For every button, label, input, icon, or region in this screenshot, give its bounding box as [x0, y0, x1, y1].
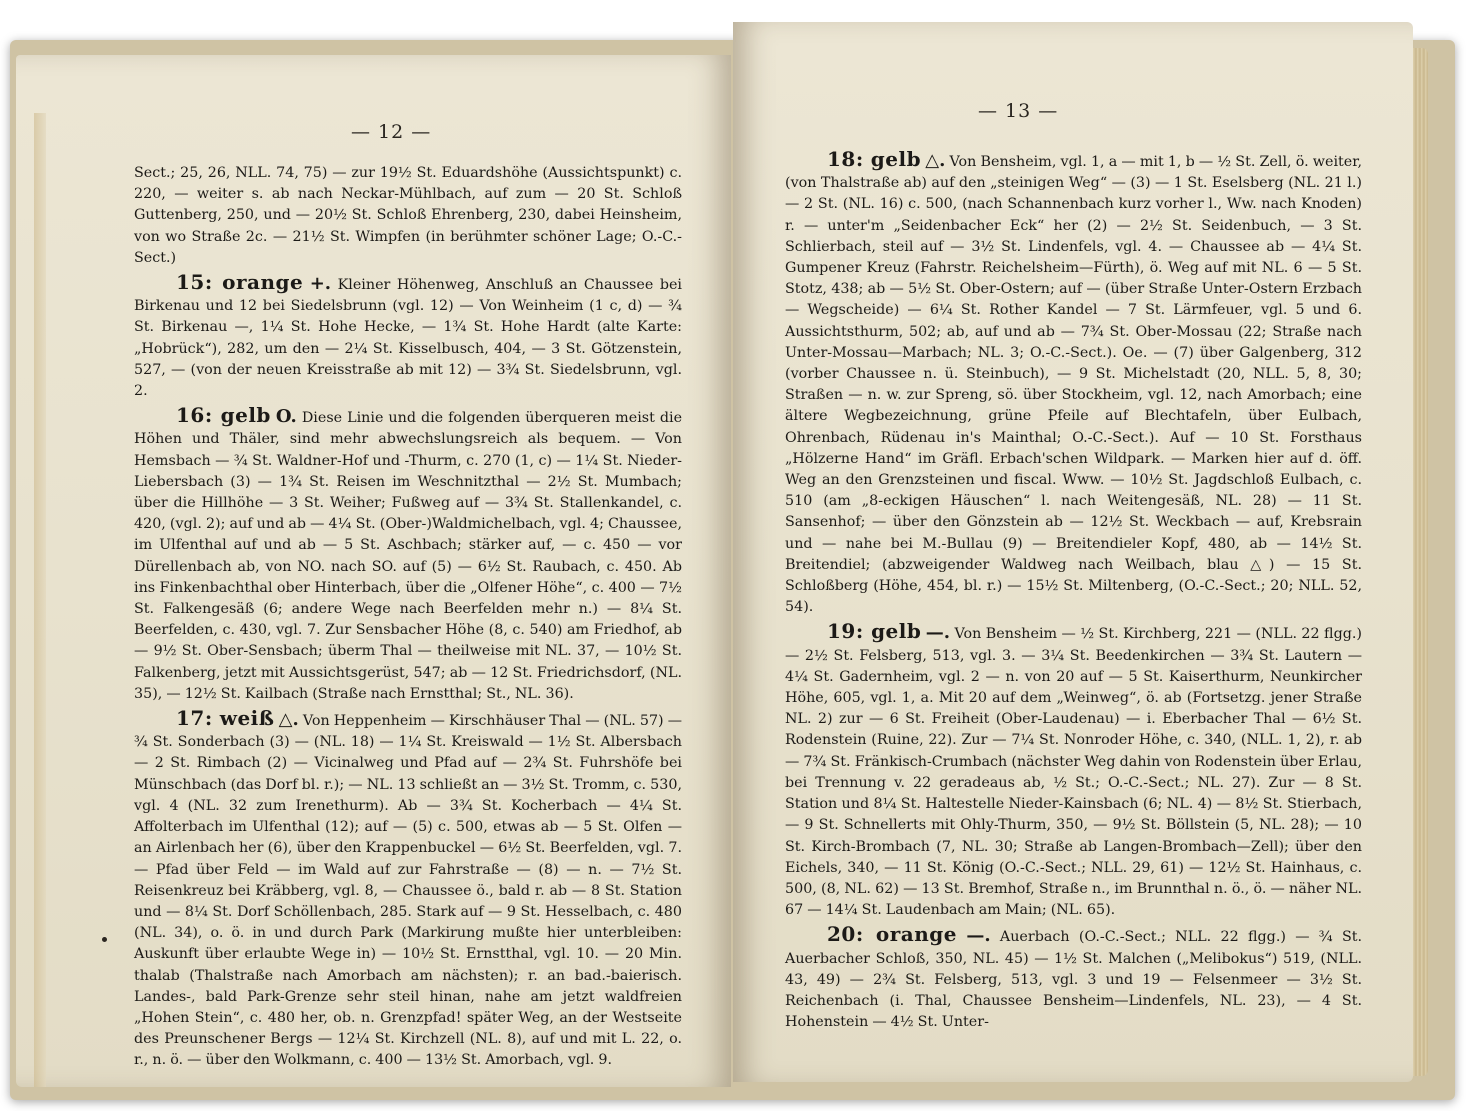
route-description: Von Heppenheim — Kirschhäuser Thal — (NL. 57) — ¾ St. Sonderbach (3) — (NL. 18) — 1¼ St. Kreiswald — 1½ St. Albersbach — 2 St. Rimbach (2) — Vicinalweg und Pfad auf — 2¾ St. Fuhrshöfe bei Münschbach (das Dorf bl. r.); — NL. 13 schließt an — 3½ St. Tromm, c. 530, vgl. 4 (NL. 32 zum Irenethurm). Ab — 3¾ St. Kocherbach — 4¼ St. Affolterbach im Ulfenthal (12); auf — (5) c. 500, etwas ab — 5 St. Olfen — an Airlenbach her (6), über den Krappenbuckel — 6½ St. Beerfelden, vgl. 7. — Pfad über Feld — im Wald auf zur Fahrstraße — (8) — n. — 7½ St. Reisenkreuz bei Kräbberg, vgl. 8, — Chaussee ö., bald r. ab — 8 St. Station und — 8¼ St. Dorf Schöllenbach, 285. Stark auf — 9 St. Hesselbach, c. 480 (NL. 34), o. ö. in und durch Park (Markirung mußte hier unterbleiben: Auskunft über erlaubte Wege in) — 10½ St. Ernstthal, vgl. 10. — 20 Min. thalab (Thalstraße nach Amorbach am nächsten); r. an bad.-baierisch. Landes-, bald Park-Grenze sehr steil hinan, nahe am jetzt waldfreien „Hohen Stein“, c. 480 her, ob. n. Grenzpfad! später Weg, an der Westseite des Preunschener Bergs — 12¼ St. Kirchzell (NL. 8), auf und mit L. 22, o. r., n. ö. — über den Wolkmann, c. 400 — 13½ St. Amorbach, vgl. 9. — [134, 713, 683, 1069]
route-entry-16 — [134, 405, 682, 705]
left-page — [16, 55, 731, 1087]
route-entry-20 — [785, 924, 1362, 1033]
route-symbol: △. — [278, 709, 299, 731]
route-entry-17 — [134, 708, 682, 1071]
page-number-left: — 12 — — [351, 121, 432, 143]
route-entry-19 — [785, 621, 1362, 921]
route-description: Auerbach (O.-C.-Sect.; NLL. 22 flgg.) — ¾ St. Auerbacher Schloß, 350, NL. 45) — 1½ St. Malchen („Melibokus“) 519, (NLL. 43, 49) — 2¾ St. Felsberg, 513, vgl. 3 und 19 — Felsenmeer — 3½ St. Reichenbach (i. Thal, Chaussee Bensheim—Lindenfels, NL. 23), — 4 St. Hohenstein — 4½ St. Unter- — [785, 929, 1363, 1031]
route-symbol: +. — [309, 273, 332, 295]
route-heading: 19: gelb — [827, 619, 922, 644]
route-description: Von Bensheim — ½ St. Kirchberg, 221 — (NLL. 22 flgg.) — 2½ St. Felsberg, 513, vgl. 3. — 3¼ St. Beedenkirchen — 3¾ St. Lautern — 4¼ St. Gadernheim, vgl. 2 — n. von 20 auf — 5 St. Kaiserthurm, Neunkircher Höhe, 605, vgl. 1, a. Mit 20 auf dem „Weinweg“, ö. ab (Fortsetzg. jener Straße NL. 2) zur — 6 St. Freiheit (Ober-Laudenau) — i. Eberbacher Thal — 6½ St. Rodenstein (Ruine, 22). Zur — 7¼ St. Nonroder Höhe, c. 340, (NLL. 1, 2), r. ab — 7¾ St. Fränkisch-Crumbach (nächster Weg dahin von Rodenstein über Erlau, bei Trennung v. 22 geradeaus ab, ½ St.; O.-C.-Sect.; NL. 27). Zur — 8 St. Station und 8¼ St. Haltestelle Nieder-Kainsbach (6; NL. 4) — 8½ St. Stierbach, — 9 St. Schnellerts mit Ohly-Thurm, 350, — 9½ St. Böllstein (5, NL. 28); — 10 St. Kirch-Brombach (7, NL. 30; Straße ab Langen-Brombach—Zell); über den Eichels, 340, — 11 St. König (O.-C.-Sect.; NLL. 29, 61) — 12½ St. Hainhaus, c. 500, (8, NL. 62) — 13 St. Bremhof, Straße n., im Brunnthal n. ö., ö. — näher NL. 67 — 14¼ St. Laudenbach am Main; (NL. 65). — [785, 626, 1363, 919]
route-symbol: O. — [275, 406, 297, 428]
route-heading: 16: gelb — [176, 403, 271, 428]
route-heading: 17: weiß — [176, 706, 275, 731]
route-heading: 15: orange — [176, 270, 304, 295]
route-entry-15 — [134, 272, 682, 402]
right-page — [733, 22, 1413, 1082]
route-heading: 18: gelb — [827, 147, 922, 171]
route-description: Diese Linie und die folgenden überqueren meist die Höhen und Thäler, sind mehr abwechslungsreich als bequem. — Von Hemsbach — ¾ St. Waldner-Hof und -Thurm, c. 270 (1, c) — 1¼ St. Nieder-Liebersbach (3) — 1¾ St. Reisen im Weschnitzthal — 2½ St. Mumbach; über die Hillhöhe — 3 St. Weiher; Fußweg auf — 3¾ St. Stallenkandel, c. 420, (vgl. 2); auf und ab — 4¼ St. (Ober-)Waldmichelbach, vgl. 4; Chaussee, im Ulfenthal auf und ab — 5 St. Aschbach; stärker auf, — c. 450 — vor Dürellenbach ab, von NO. nach SO. auf (5) — 6½ St. Raubach, c. 450. Ab ins Finkenbachthal ober Hinterbach, über die „Olfener Höhe“, c. 400 — 7½ St. Falkengesäß (6; andere Wege nach Beerfelden mehr n.) — 8¼ St. Beerfelden, c. 430, vgl. 7. Zur Sensbacher Höhe (8, c. 540) am Friedhof, ab — 9½ St. Ober-Sensbach; überm Thal — theilweise mit NL. 37, — 10½ St. Falkenberg, jetzt mit Aussichtsgerüst, 547; ab — 12 St. Friedrichsdorf, (NL. 35), — 12½ St. Kailbach (Straße nach Ernstthal; St., NL. 36). — [134, 410, 683, 702]
left-page-text — [134, 163, 682, 1072]
route-symbol: —. — [966, 925, 991, 947]
page-edge-left — [34, 113, 46, 1087]
route-heading: 20: orange — [827, 922, 958, 947]
route-symbol: —. — [925, 622, 951, 644]
margin-dot — [102, 937, 107, 942]
page-number-right: — 13 — — [978, 100, 1059, 122]
route-description: Kleiner Höhenweg, Anschluß an Chaussee bei Birkenau und 12 bei Siedelsbrunn (vgl. 12) — Von Weinheim (1 c, d) — ¾ St. Birkenau —, 1¼ St. Hohe Hecke, — 1¾ St. Hohe Hardt (alte Karte: „Hobrück“), 282, um den — 2¼ St. Kisselbusch, 404, — 3 St. Götzenstein, 527, — (von der neuen Kreisstraße ab mit 12) — 3¾ St. Siedelsbrunn, vgl. 2. — [134, 277, 682, 400]
route-description: Von Bensheim, vgl. 1, a — mit 1, b — ½ St. Zell, ö. weiter, (von Thalstraße ab) auf den „steinigen Weg“ — (3) — 1 St. Eselsberg (NL. 21 l.) — 2 St. (NL. 16) c. 500, (nach Schannenbach kurz vorher l., Ww. nach Knoden) r. — unter'm „Seidenbacher Eck“ her (2) — 2½ St. Seidenbuch, — 3 St. Schlierbach, steil auf — 3½ St. Lindenfels, vgl. 4. — Chaussee ab — 4¼ St. Gumpener Kreuz (Fahrstr. Reichelsheim—Fürth), ö. Weg auf mit NL. 6 — 5 St. Stotz, 438; ab — 5½ St. Ober-Ostern; auf — (über Straße Unter-Ostern Erzbach — Wegscheide) — 6¼ St. Rother Kandel — 7 St. Lärmfeuer, vgl. 5 und 6. Aussichtsthurm, 502; ab, auf und ab — 7¾ St. Ober-Mossau (22; Straße nach Unter-Mossau—Marbach; NL. 3; O.-C.-Sect.). Oe. — (7) über Galgenberg, 312 (vorber Chaussee n. ü. Steinbuch), — 9 St. Michelstadt (20, NLL. 5, 8, 30; Straßen — n. w. zur Spreng, sö. über Stockheim, vgl. 12, nach Amorbach; eine ältere Wegbezeichnung, grüne Pfeile auf Blechtafeln, über Eulbach, Ohrenbach, Rüdenau in's Mainthal; O.-C.-Sect.). Auf — 10 St. Forsthaus „Hölzerne Hand“ im Gräfl. Erbach'schen Wildpark. — Marken hier auf d. öff. Weg an den Grenzsteinen und fiscal. Www. — 10½ St. Jagdschloß Eulbach, c. 510 (am „8-eckigen Häuschen“ l. nach Weitengesäß, NL. 28) — 11 St. Sansenhof; — über den Gönzstein ab — 12½ St. Weckbach — auf, Krebsrain und — nahe bei M.-Bullau (9) — Breitendieler Kopf, 480, ab — 14½ St. Breitendiel; (abzweigender Waldweg nach Weilbach, blau △) — 15 St. Schloßberg (Höhe, 454, bl. r.) — 15½ St. Miltenberg, (O.-C.-Sect.; 20; NLL. 52, 54). — [785, 154, 1363, 616]
route-entry-18 — [785, 149, 1362, 618]
opening-paragraph: Sect.; 25, 26, NLL. 74, 75) — zur 19½ St. Eduardshöhe (Aussichtspunkt) c. 220, — weiter s. ab nach Neckar-Mühlbach, auf zum — 20 St. Schloß Guttenberg, 250, und — 20½ St. Schloß Ehrenberg, 230, dabei Heinsheim, von wo Straße 2c. — 21½ St. Wimpfen (in berühmter schöner Lage; O.-C.-Sect.) — [134, 165, 682, 266]
right-page-text — [785, 146, 1362, 1033]
route-symbol: △. — [925, 150, 946, 171]
